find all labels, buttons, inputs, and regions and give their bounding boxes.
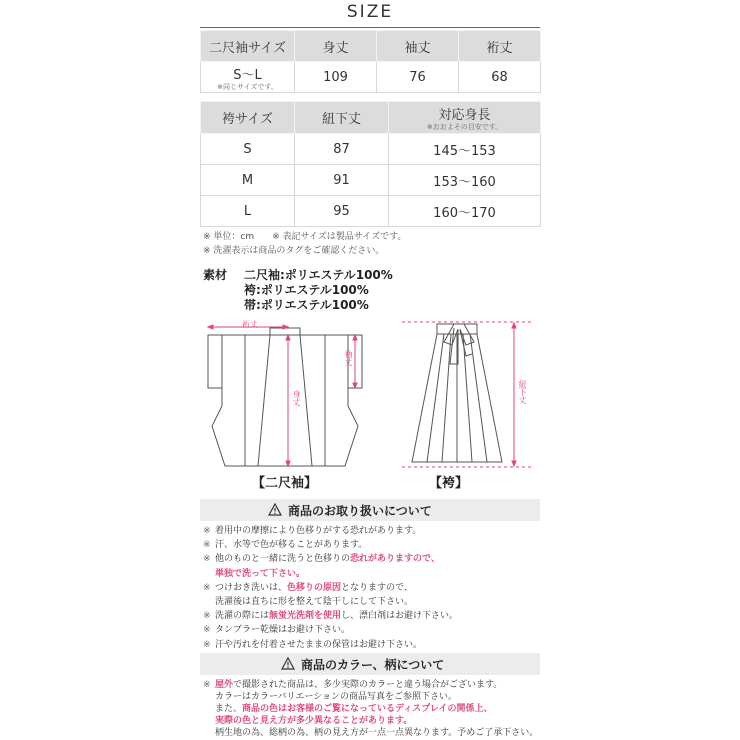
kimono-header-sleeve: 袖丈 (377, 31, 459, 62)
list-item-text: つけおき洗いは、 (215, 582, 288, 593)
kimono-size-cell (201, 62, 295, 93)
kimono-label: 【二尺袖】 (252, 476, 318, 491)
kimono-header-length: 身丈 (295, 31, 377, 62)
list-item (203, 715, 538, 727)
kimono-header-size: 二尺袖サイズ (201, 31, 295, 62)
list-item-text: 柄生地の為、総柄の為、柄の見え方が一点一点異なります。予めご了承下さい。 (215, 728, 539, 738)
list-item-text: 洗濯の際には (215, 611, 270, 622)
list-bullet: ※ (203, 526, 211, 536)
ann-himo: 紐下丈 (518, 380, 527, 404)
hakama-length-m: 91 (295, 165, 389, 196)
kimono-size-table (200, 30, 541, 93)
table-row (201, 196, 541, 227)
hakama-header-size: 袴サイズ (201, 102, 295, 134)
hakama-height-l: 160〜170 (389, 196, 541, 227)
list-item-text: となりますので、 (341, 582, 413, 593)
list-item-text: 無蛍光洗剤を使用 (269, 611, 342, 622)
kimono-sleeve-value: 76 (377, 62, 459, 93)
list-bullet: ※ (203, 540, 211, 551)
table-row (201, 62, 541, 93)
hakama-header-height-cell (389, 102, 541, 134)
kimono-table-header-row (201, 31, 541, 62)
hakama-label: 【袴】 (429, 476, 469, 491)
hakama-header-length: 紐下丈 (295, 102, 389, 134)
list-item-text: 色移りの原因 (287, 582, 342, 593)
material-line-hakama: 袴:ポリエステル100% (244, 283, 369, 297)
hakama-size-s: S (201, 134, 295, 165)
list-item (203, 524, 458, 538)
list-item-text: 実際の色と見え方が多少異なることがあります。 (215, 716, 413, 726)
list-item-text: カラーはカラーバリエーションの商品写真をご参照下さい。 (215, 692, 458, 702)
material-label: 素材 (203, 268, 228, 282)
hakama-size-table (200, 101, 541, 227)
material-line-obi: 帯:ポリエステル100% (244, 298, 369, 312)
unit-note: ※ 単位：cm ※ 表記サイズは製品サイズです。 (203, 232, 407, 242)
list-item (203, 552, 458, 566)
care-list (203, 524, 458, 652)
list-bullet: ※ (203, 582, 211, 593)
list-item (203, 679, 538, 691)
page-title: SIZE (346, 2, 394, 22)
list-item (203, 581, 458, 595)
kimono-header-yuki: 裄丈 (459, 31, 541, 62)
list-item (203, 638, 458, 652)
ann-mi: 身丈 (292, 390, 301, 406)
care-heading: 商品のお取り扱いについて (288, 504, 432, 518)
wash-note: ※ 洗濯表示は商品のタグをご確認ください。 (203, 246, 385, 256)
hakama-size-m: M (201, 165, 295, 196)
kimono-size-note: ※同じサイズです。 (217, 82, 278, 91)
list-bullet: ※ (203, 625, 211, 636)
list-item (203, 595, 458, 609)
hakama-height-s: 145〜153 (389, 134, 541, 165)
list-item (203, 623, 458, 637)
hakama-height-m: 153〜160 (389, 165, 541, 196)
list-item-text: 汗や汚れを付着させたままの保管はお避け下さい。 (215, 639, 423, 650)
list-item (203, 703, 538, 715)
color-heading: 商品のカラー、柄について (301, 658, 445, 672)
hakama-table-header-row (201, 102, 541, 134)
list-item (203, 609, 458, 623)
list-item-text: また、 (215, 704, 243, 714)
kimono-size-value: S〜L (233, 67, 262, 83)
material-line-kimono: 二尺袖:ポリエステル100% (244, 268, 393, 282)
list-bullet: ※ (203, 639, 211, 650)
list-bullet: ※ (203, 680, 211, 690)
ann-sode: 袖丈 (344, 350, 353, 366)
list-bullet: ※ (203, 554, 211, 565)
list-item-text: 洗濯後は直ちに形を整えて陰干しにして下さい。 (215, 596, 414, 607)
warning-icon (268, 503, 282, 516)
list-item-text: 他のものと一緒に洗うと色移りの (215, 554, 351, 565)
table-row (201, 134, 541, 165)
list-item (203, 567, 458, 581)
title-underline (200, 27, 540, 28)
list-item-text: タンブラー乾燥はお避け下さい。 (215, 625, 351, 636)
list-item-text: 単独で洗って下さい。 (215, 568, 306, 579)
kimono-length-value: 109 (295, 62, 377, 93)
ann-yuki: 裄丈 (242, 320, 258, 329)
list-bullet: ※ (203, 611, 211, 622)
color-list (203, 679, 538, 739)
warning-icon (281, 657, 295, 670)
hakama-header-height: 対応身長 (438, 108, 491, 123)
list-item-text: 屋外 (215, 680, 234, 690)
list-item-text: 汗、水等で色が移ることがあります。 (215, 540, 368, 551)
hakama-length-s: 87 (295, 134, 389, 165)
kimono-drawing (200, 318, 370, 483)
list-item (203, 691, 538, 703)
list-item (203, 727, 538, 739)
hakama-height-note: ※おおよその目安です。 (426, 123, 503, 131)
list-item (203, 538, 458, 552)
list-item-text: 商品の色はお客様のご覧になっているディスプレイの関係上、 (242, 704, 493, 714)
hakama-size-l: L (201, 196, 295, 227)
kimono-yuki-value: 68 (459, 62, 541, 93)
list-item-text: 恐れがありますので、 (350, 554, 440, 565)
hakama-length-l: 95 (295, 196, 389, 227)
list-item-text: で撮影された商品は、多少実際のカラーと違う場合がございます。 (233, 680, 503, 690)
list-item-text: 着用中の摩擦により色移りがする恐れがあります。 (215, 526, 422, 536)
list-item-text: し、漂白剤はお避け下さい。 (341, 611, 459, 622)
table-row (201, 165, 541, 196)
